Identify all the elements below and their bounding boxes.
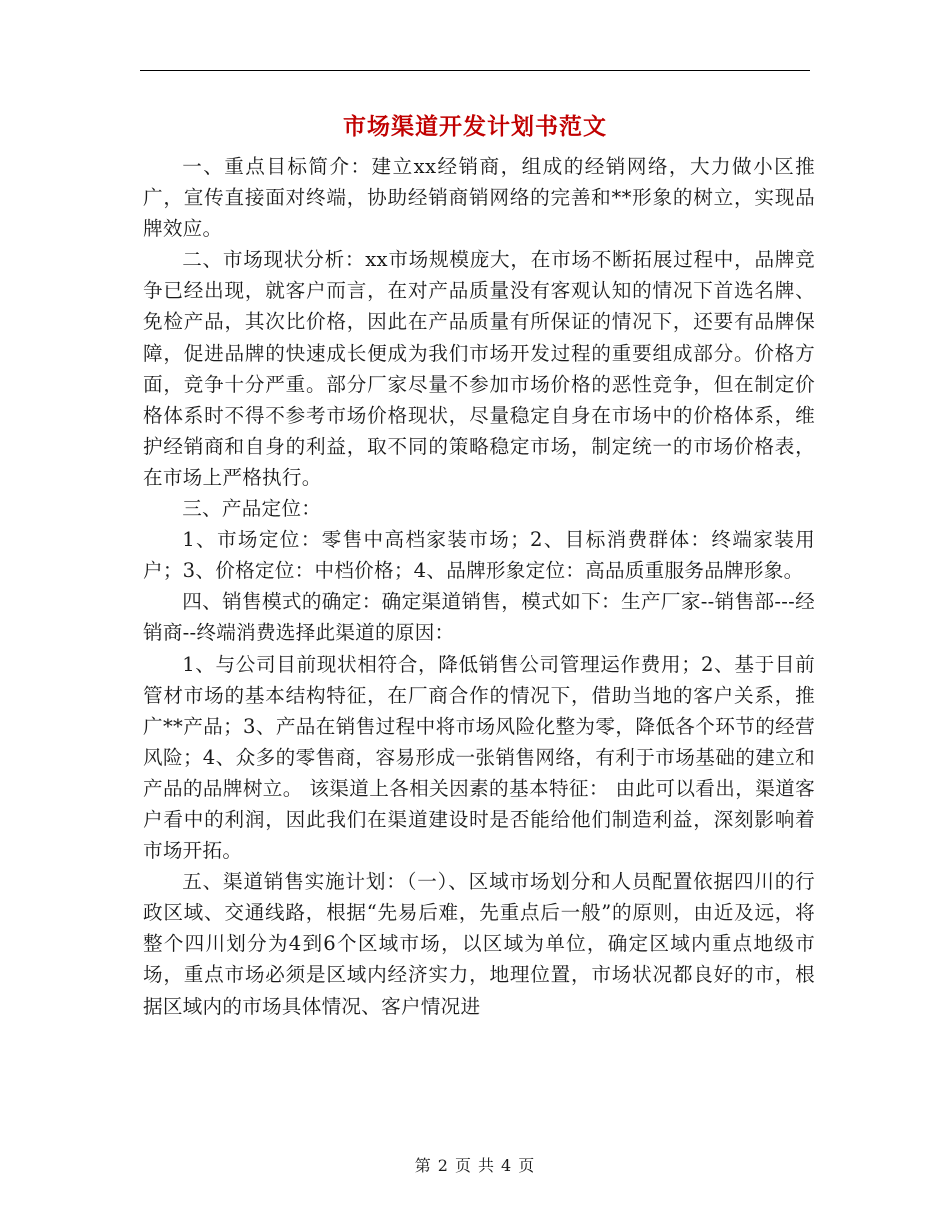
footer-middle: 页 共 <box>454 1156 496 1175</box>
header-rule <box>140 70 810 71</box>
paragraph-product-positioning-heading: 三、产品定位： <box>182 497 322 521</box>
page-footer <box>0 1153 950 1176</box>
document-body <box>143 151 815 1022</box>
paragraph-implementation-plan: 五、渠道销售实施计划：（一）、区域市场划分和人员配置依据四川的行政区域、交通线路，根据“先易后难，先重点后一般”的原则，由近及远，将整个四川划分为4到6个区域市场，以区域为单位，确定区域内重点地级市场，重点市场必须是区域内经济实力，地理位置，市场状况都良好的市，根据区域内的市场具体情况、客户情况进 <box>143 870 815 1018</box>
footer-suffix: 页 <box>518 1156 536 1175</box>
page-number: 2 <box>437 1156 449 1175</box>
paragraph-product-positioning: 1、市场定位：零售中高档家装市场；2、目标消费群体：终端家装用户；3、价格定位：中档价格；4、品牌形象定位：高品质重服务品牌形象。 <box>143 528 815 583</box>
paragraph-market-analysis: 二、市场现状分析：xx市场规模庞大，在市场不断拓展过程中，品牌竞争已经出现，就客户而言，在对产品质量没有客观认知的情况下首选名牌、免检产品，其次比价格，因此在产品质量有所保证的情况下，还要有品牌保障，促进品牌的快速成长便成为我们市场开发过程的重要组成部分。价格方面，竞争十分严重。部分厂家尽量不参加市场价格的恶性竞争，但在制定价格体系时不得不参考市场价格现状，尽量稳定自身在市场中的价格体系，维护经销商和自身的利益，取不同的策略稳定市场，制定统一的市场价格表，在市场上严格执行。 <box>143 248 815 489</box>
page-total: 4 <box>501 1156 513 1175</box>
paragraph-key-goals: 一、重点目标简介：建立xx经销商，组成的经销网络，大力做小区推广，宣传直接面对终端，协助经销商销网络的完善和**形象的树立，实现品牌效应。 <box>143 155 815 241</box>
footer-prefix: 第 <box>414 1156 432 1175</box>
paragraph-sales-model: 四、销售模式的确定：确定渠道销售，模式如下：生产厂家--销售部---经销商--终端消费选择此渠道的原因： <box>143 590 815 645</box>
document-title: 市场渠道开发计划书范文 <box>343 113 607 140</box>
paragraph-channel-reasons: 1、与公司目前现状相符合，降低销售公司管理运作费用；2、基于目前管材市场的基本结构特征，在厂商合作的情况下，借助当地的客户关系，推广**产品；3、产品在销售过程中将市场风险化整为零，降低各个环节的经营风险；4、众多的零售商，容易形成一张销售网络，有利于市场基础的建立和产品的品牌树立。 该渠道上各相关因素的基本特征： 由此可以看出，渠道客户看中的利润，因此我们在渠道建设时是否能给他们制造利益，深刻影响着市场开拓。 <box>143 652 815 863</box>
